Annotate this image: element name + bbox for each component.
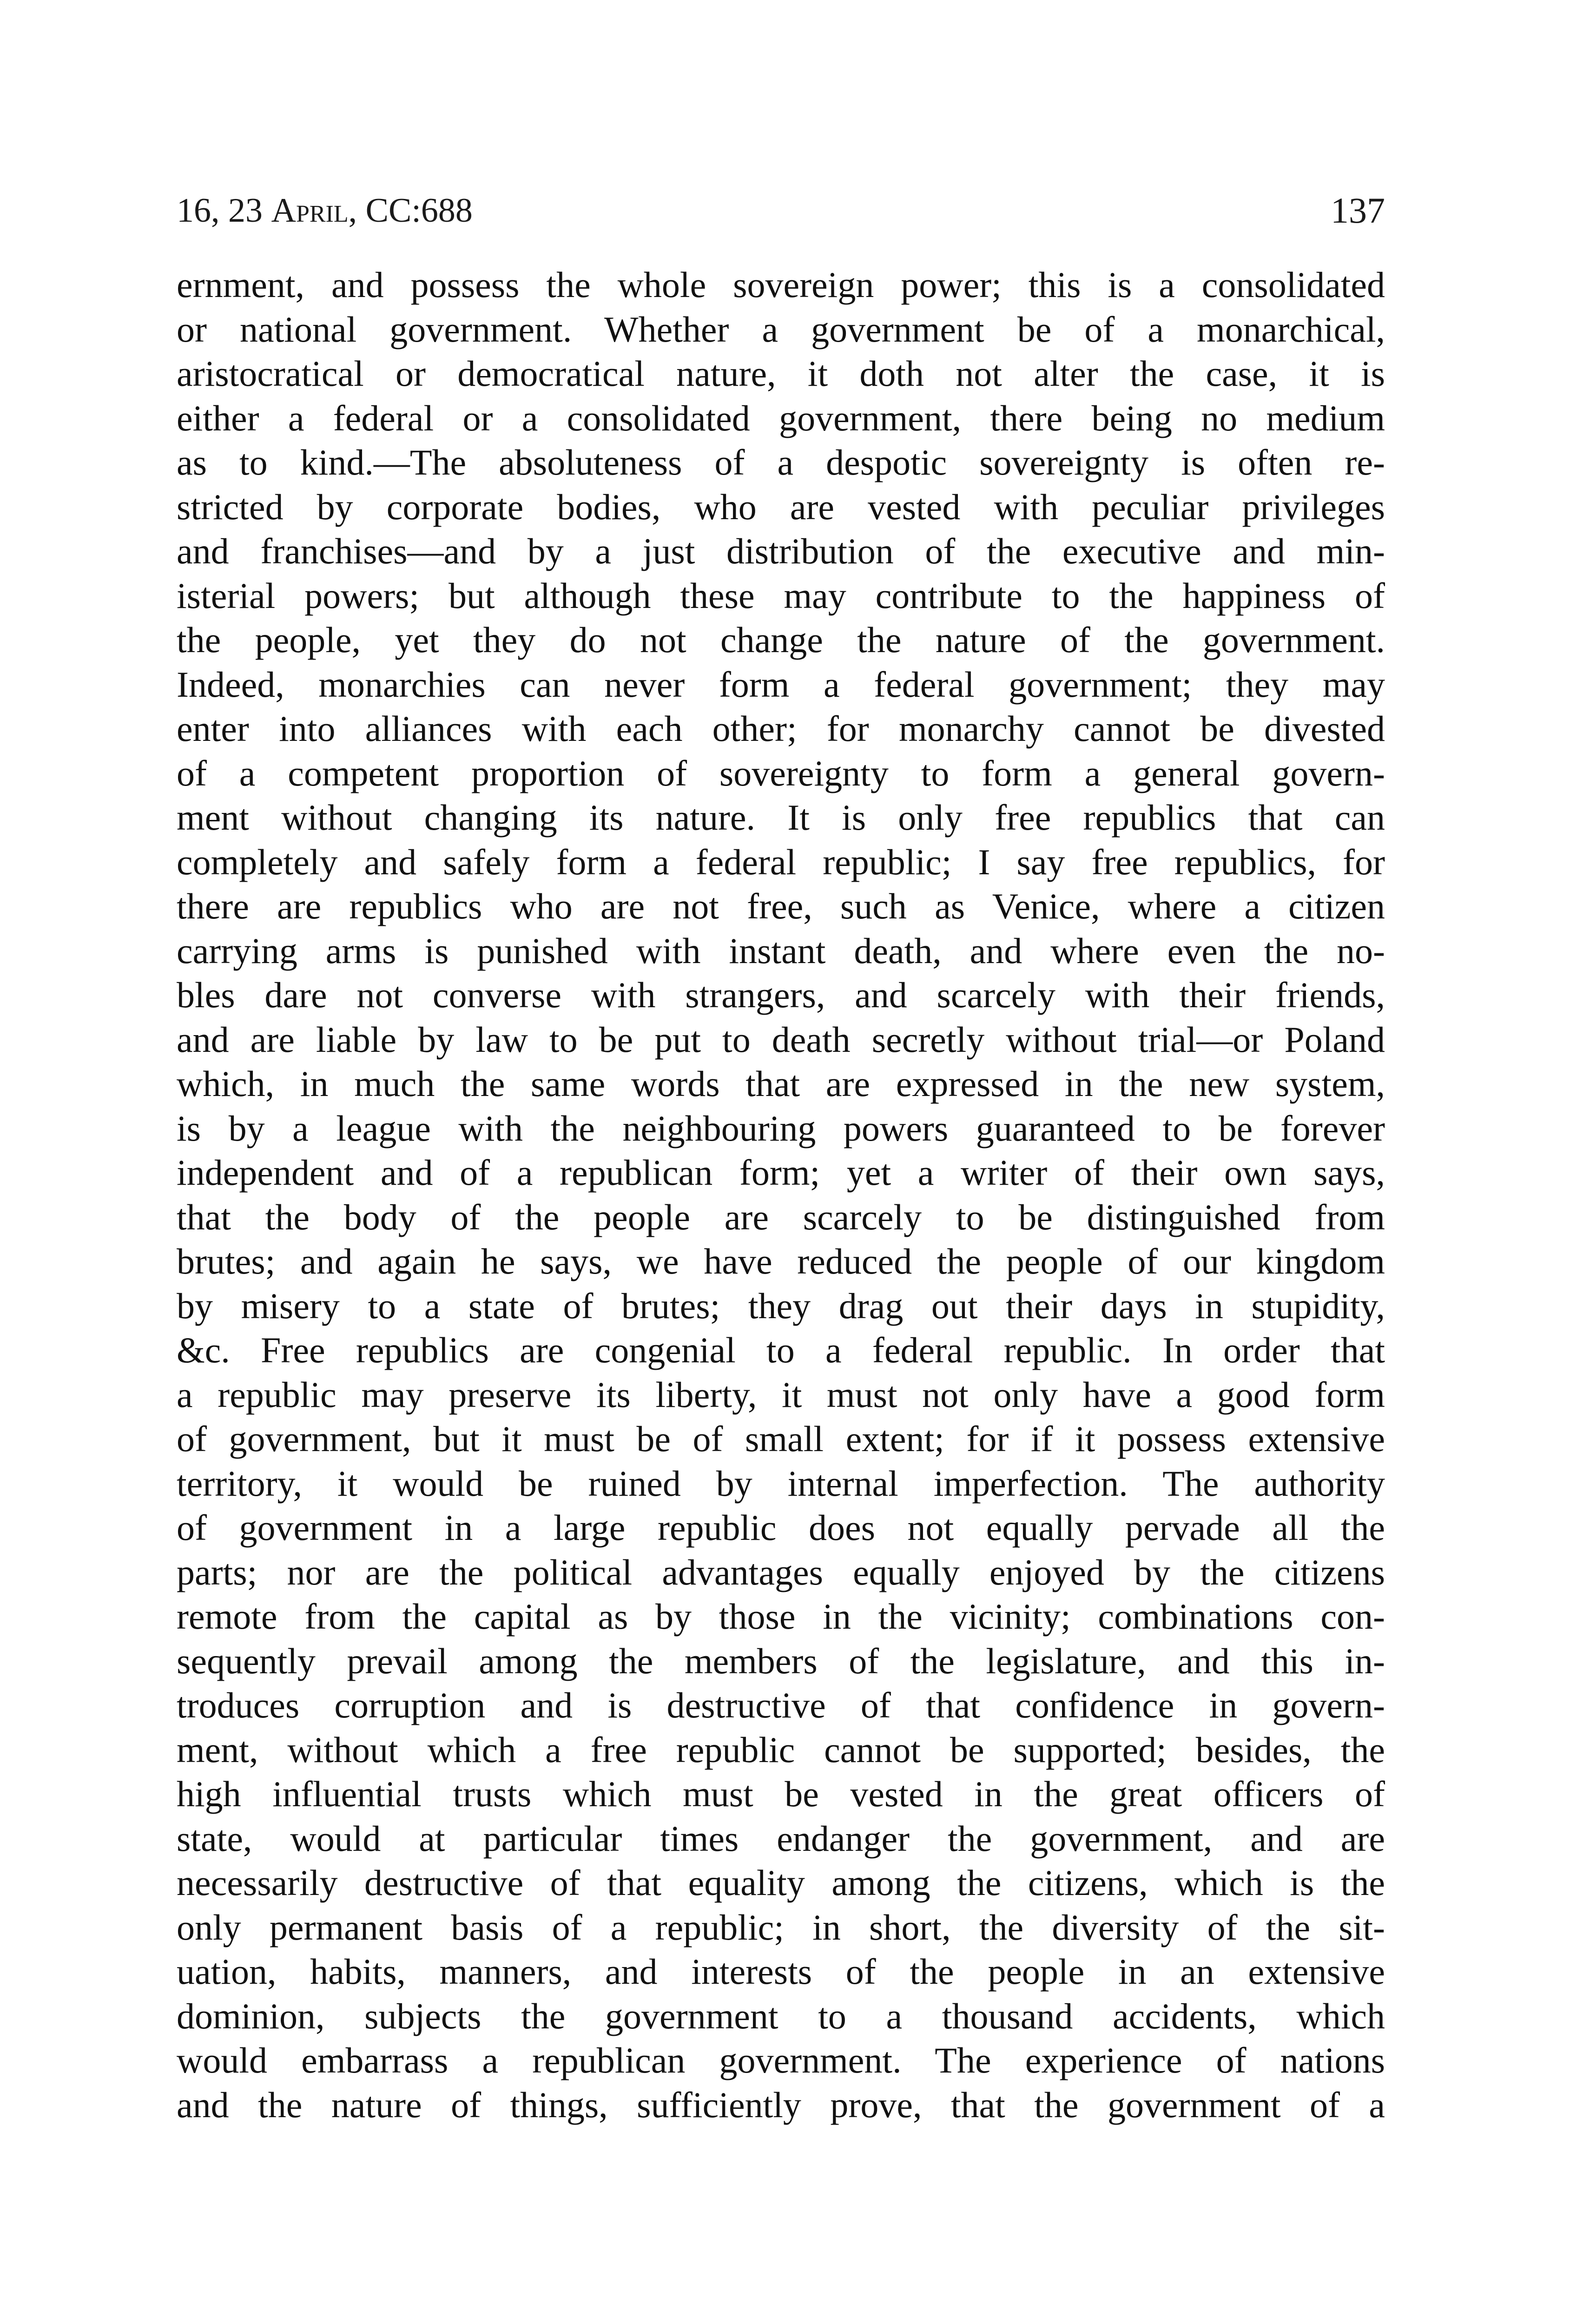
- text-line: bles dare not converse with strangers, and scarcely with their friends,: [177, 975, 1385, 1015]
- text-line: aristocratical or democratical nature, it doth not alter the case, it is: [177, 353, 1385, 394]
- text-line: carrying arms is punished with instant death, and where even the no-: [177, 930, 1385, 971]
- text-line: is by a league with the neighbouring powers guaranteed to be forever: [177, 1108, 1385, 1149]
- text-line: a republic may preserve its liberty, it must not only have a good form: [177, 1374, 1385, 1415]
- text-line: parts; nor are the political advantages equally enjoyed by the citizens: [177, 1552, 1385, 1592]
- citation-prefix: 16, 23: [177, 191, 271, 230]
- text-line: of government in a large republic does not equally pervade all the: [177, 1507, 1385, 1548]
- text-line: necessarily destructive of that equality among the citizens, which is the: [177, 1862, 1385, 1903]
- text-line: of a competent proportion of sovereignty to form a general govern-: [177, 753, 1385, 793]
- text-line: there are republics who are not free, such as Venice, where a citizen: [177, 886, 1385, 926]
- text-line: dominion, subjects the government to a thousand accidents, which: [177, 1995, 1385, 2036]
- text-line: isterial powers; but although these may contribute to the happiness of: [177, 575, 1385, 616]
- text-line: only permanent basis of a republic; in short, the diversity of the sit-: [177, 1907, 1385, 1948]
- body-text: [177, 263, 1385, 2127]
- text-line: territory, it would be ruined by internal imperfection. The authority: [177, 1463, 1385, 1504]
- text-line: completely and safely form a federal republic; I say free republics, for: [177, 841, 1385, 882]
- text-line: uation, habits, manners, and interests of the people in an extensive: [177, 1951, 1385, 1992]
- text-line: as to kind.—The absoluteness of a despotic sovereignty is often re-: [177, 442, 1385, 482]
- text-line: remote from the capital as by those in the vicinity; combinations con-: [177, 1596, 1385, 1637]
- text-line: enter into alliances with each other; for monarchy cannot be divested: [177, 708, 1385, 749]
- text-line: &c. Free republics are congenial to a federal republic. In order that: [177, 1330, 1385, 1370]
- text-line: that the body of the people are scarcely to be distinguished from: [177, 1196, 1385, 1237]
- text-line: troduces corruption and is destructive of that confidence in govern-: [177, 1685, 1385, 1725]
- text-line: brutes; and again he says, we have reduced the people of our kingdom: [177, 1241, 1385, 1281]
- text-line: either a federal or a consolidated government, there being no medium: [177, 397, 1385, 438]
- text-line: ernment, and possess the whole sovereign power; this is a consolidated: [177, 264, 1385, 305]
- citation-month: April: [271, 191, 349, 230]
- text-line: of government, but it must be of small extent; for if it possess extensive: [177, 1419, 1385, 1459]
- running-head-citation: [177, 185, 473, 236]
- text-line: would embarrass a republican government. The experience of nations: [177, 2040, 1385, 2080]
- text-line: by misery to a state of brutes; they drag out their days in stupidity,: [177, 1285, 1385, 1326]
- text-line: and the nature of things, sufficiently prove, that the government of a: [177, 2084, 1385, 2125]
- text-line: and franchises—and by a just distribution of the executive and min-: [177, 531, 1385, 571]
- citation-suffix: , CC:688: [348, 191, 473, 230]
- text-line: stricted by corporate bodies, who are vested with peculiar privileges: [177, 486, 1385, 527]
- text-line: or national government. Whether a government be of a monarchical,: [177, 309, 1385, 350]
- text-line: state, would at particular times endanger the government, and are: [177, 1818, 1385, 1859]
- text-line: the people, yet they do not change the nature of the government.: [177, 620, 1385, 660]
- text-line: which, in much the same words that are expressed in the new system,: [177, 1063, 1385, 1104]
- text-line: high influential trusts which must be vested in the great officers of: [177, 1774, 1385, 1814]
- text-line: sequently prevail among the members of the legislature, and this in-: [177, 1640, 1385, 1681]
- text-line: ment without changing its nature. It is only free republics that can: [177, 797, 1385, 838]
- text-line: Indeed, monarchies can never form a federal government; they may: [177, 664, 1385, 705]
- page-number: 137: [1331, 190, 1385, 231]
- running-head: [177, 185, 1385, 236]
- text-line: independent and of a republican form; yet a writer of their own says,: [177, 1152, 1385, 1193]
- text-line: and are liable by law to be put to death secretly without trial—or Poland: [177, 1019, 1385, 1060]
- text-line: ment, without which a free republic cannot be supported; besides, the: [177, 1729, 1385, 1770]
